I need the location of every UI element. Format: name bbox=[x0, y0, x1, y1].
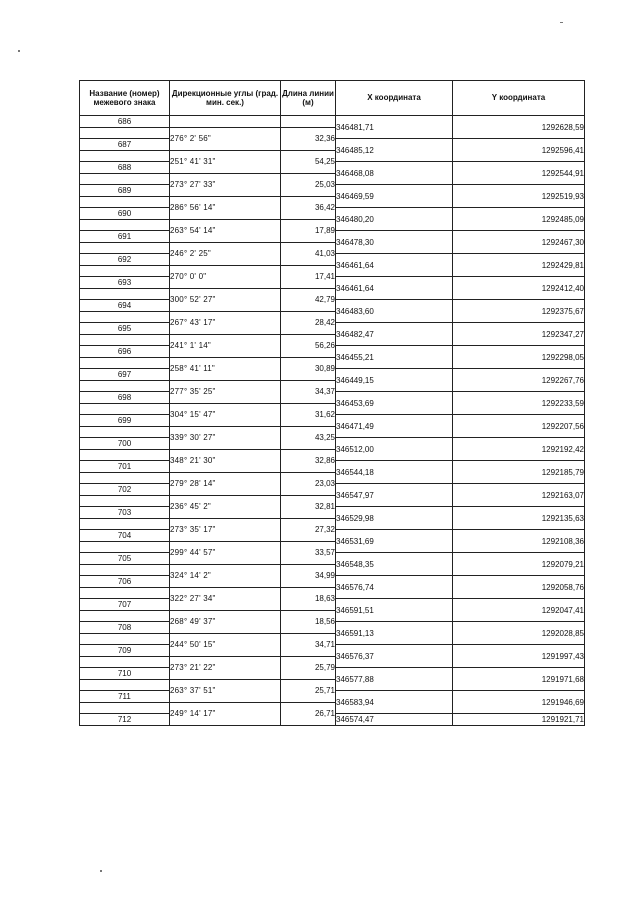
mark-name-cell: 697 bbox=[80, 369, 170, 381]
mark-name-cell: 702 bbox=[80, 484, 170, 496]
x-coordinate-cell: 346482,47 bbox=[336, 323, 453, 346]
line-length-cell: 17,41 bbox=[281, 265, 336, 288]
x-coordinate-cell: 346478,30 bbox=[336, 231, 453, 254]
x-coordinate-cell: 346544,18 bbox=[336, 461, 453, 484]
table-body bbox=[80, 116, 585, 726]
angle-spacer bbox=[170, 116, 281, 128]
y-coordinate-cell: 1292412,40 bbox=[453, 277, 585, 300]
line-length-cell: 28,42 bbox=[281, 311, 336, 334]
mark-name-cell: 696 bbox=[80, 346, 170, 358]
line-length-cell: 30,89 bbox=[281, 357, 336, 380]
y-coordinate-cell: 1292185,79 bbox=[453, 461, 585, 484]
directional-angle-cell: 339° 30' 27" bbox=[170, 426, 281, 449]
x-coordinate-cell: 346485,12 bbox=[336, 139, 453, 162]
line-length-cell: 26,71 bbox=[281, 702, 336, 725]
table-row bbox=[80, 116, 585, 128]
line-length-cell: 32,36 bbox=[281, 127, 336, 150]
boundary-marks-table bbox=[79, 80, 585, 726]
line-length-cell: 32,81 bbox=[281, 495, 336, 518]
y-coordinate-cell: 1291997,43 bbox=[453, 645, 585, 668]
x-coordinate-cell: 346461,64 bbox=[336, 277, 453, 300]
line-length-cell: 18,63 bbox=[281, 587, 336, 610]
mark-name-cell: 712 bbox=[80, 714, 170, 726]
mark-name-spacer bbox=[80, 403, 170, 415]
mark-name-spacer bbox=[80, 265, 170, 277]
x-coordinate-cell: 346576,74 bbox=[336, 576, 453, 599]
directional-angle-cell: 268° 49' 37" bbox=[170, 610, 281, 633]
line-length-cell: 32,86 bbox=[281, 449, 336, 472]
directional-angle-cell: 263° 54' 14" bbox=[170, 219, 281, 242]
mark-name-cell: 689 bbox=[80, 185, 170, 197]
header-y-coordinate: Y координата bbox=[453, 81, 585, 116]
line-length-cell: 43,25 bbox=[281, 426, 336, 449]
mark-name-cell: 701 bbox=[80, 461, 170, 473]
directional-angle-cell: 236° 45' 2" bbox=[170, 495, 281, 518]
header-mark-name: Название (номер) межевого знака bbox=[80, 81, 170, 116]
header-line-length: Длина линии (м) bbox=[281, 81, 336, 116]
directional-angle-cell: 244° 50' 15" bbox=[170, 633, 281, 656]
directional-angle-cell: 286° 56' 14" bbox=[170, 196, 281, 219]
directional-angle-cell: 273° 35' 17" bbox=[170, 518, 281, 541]
directional-angle-cell: 267° 43' 17" bbox=[170, 311, 281, 334]
mark-name-cell: 691 bbox=[80, 231, 170, 243]
mark-name-spacer bbox=[80, 311, 170, 323]
header-directional-angles: Дирекционные углы (град. мин. сек.) bbox=[170, 81, 281, 116]
mark-name-spacer bbox=[80, 541, 170, 553]
directional-angle-cell: 273° 27' 33" bbox=[170, 173, 281, 196]
directional-angle-cell: 299° 44' 57" bbox=[170, 541, 281, 564]
line-length-cell: 33,57 bbox=[281, 541, 336, 564]
x-coordinate-cell: 346483,60 bbox=[336, 300, 453, 323]
line-length-cell: 25,03 bbox=[281, 173, 336, 196]
directional-angle-cell: 304° 15' 47" bbox=[170, 403, 281, 426]
mark-name-spacer bbox=[80, 495, 170, 507]
x-coordinate-cell: 346481,71 bbox=[336, 116, 453, 139]
mark-name-spacer bbox=[80, 449, 170, 461]
mark-name-cell: 708 bbox=[80, 622, 170, 634]
mark-name-cell: 710 bbox=[80, 668, 170, 680]
mark-name-spacer bbox=[80, 242, 170, 254]
mark-name-spacer bbox=[80, 702, 170, 714]
y-coordinate-cell: 1292429,81 bbox=[453, 254, 585, 277]
directional-angle-cell: 258° 41' 11" bbox=[170, 357, 281, 380]
mark-name-spacer bbox=[80, 679, 170, 691]
directional-angle-cell: 273° 21' 22" bbox=[170, 656, 281, 679]
y-coordinate-cell: 1292628,59 bbox=[453, 116, 585, 139]
mark-name-cell: 690 bbox=[80, 208, 170, 220]
line-length-cell: 34,71 bbox=[281, 633, 336, 656]
x-coordinate-cell: 346480,20 bbox=[336, 208, 453, 231]
x-coordinate-cell: 346512,00 bbox=[336, 438, 453, 461]
y-coordinate-cell: 1292079,21 bbox=[453, 553, 585, 576]
line-length-cell: 36,42 bbox=[281, 196, 336, 219]
mark-name-spacer bbox=[80, 426, 170, 438]
mark-name-cell: 700 bbox=[80, 438, 170, 450]
mark-name-cell: 707 bbox=[80, 599, 170, 611]
y-coordinate-cell: 1292108,36 bbox=[453, 530, 585, 553]
mark-name-spacer bbox=[80, 610, 170, 622]
header-x-coordinate: X координата bbox=[336, 81, 453, 116]
y-coordinate-cell: 1292519,93 bbox=[453, 185, 585, 208]
y-coordinate-cell: 1292347,27 bbox=[453, 323, 585, 346]
mark-name-spacer bbox=[80, 127, 170, 139]
y-coordinate-cell: 1292298,05 bbox=[453, 346, 585, 369]
mark-name-cell: 688 bbox=[80, 162, 170, 174]
x-coordinate-cell: 346529,98 bbox=[336, 507, 453, 530]
directional-angle-cell: 324° 14' 2" bbox=[170, 564, 281, 587]
line-length-cell: 41,03 bbox=[281, 242, 336, 265]
x-coordinate-cell: 346461,64 bbox=[336, 254, 453, 277]
y-coordinate-cell: 1292135,63 bbox=[453, 507, 585, 530]
scan-speck bbox=[18, 50, 20, 52]
mark-name-spacer bbox=[80, 219, 170, 231]
mark-name-cell: 687 bbox=[80, 139, 170, 151]
x-coordinate-cell: 346468,08 bbox=[336, 162, 453, 185]
line-length-cell: 54,25 bbox=[281, 150, 336, 173]
mark-name-spacer bbox=[80, 357, 170, 369]
mark-name-spacer bbox=[80, 587, 170, 599]
directional-angle-cell: 322° 27' 34" bbox=[170, 587, 281, 610]
directional-angle-cell: 279° 28' 14" bbox=[170, 472, 281, 495]
mark-name-spacer bbox=[80, 564, 170, 576]
y-coordinate-cell: 1292058,76 bbox=[453, 576, 585, 599]
y-coordinate-cell: 1292028,85 bbox=[453, 622, 585, 645]
y-coordinate-cell: 1292192,42 bbox=[453, 438, 585, 461]
x-coordinate-cell: 346531,69 bbox=[336, 530, 453, 553]
y-coordinate-cell: 1292163,07 bbox=[453, 484, 585, 507]
y-coordinate-cell: 1292207,56 bbox=[453, 415, 585, 438]
x-coordinate-cell: 346455,21 bbox=[336, 346, 453, 369]
x-coordinate-cell: 346449,15 bbox=[336, 369, 453, 392]
y-coordinate-cell: 1292544,91 bbox=[453, 162, 585, 185]
x-coordinate-cell: 346574,47 bbox=[336, 714, 453, 726]
line-length-cell: 25,79 bbox=[281, 656, 336, 679]
mark-name-spacer bbox=[80, 288, 170, 300]
mark-name-cell: 693 bbox=[80, 277, 170, 289]
mark-name-cell: 694 bbox=[80, 300, 170, 312]
mark-name-spacer bbox=[80, 380, 170, 392]
line-length-cell: 42,79 bbox=[281, 288, 336, 311]
y-coordinate-cell: 1292375,67 bbox=[453, 300, 585, 323]
x-coordinate-cell: 346547,97 bbox=[336, 484, 453, 507]
line-length-cell: 27,32 bbox=[281, 518, 336, 541]
x-coordinate-cell: 346548,35 bbox=[336, 553, 453, 576]
mark-name-cell: 709 bbox=[80, 645, 170, 657]
mark-name-spacer bbox=[80, 334, 170, 346]
mark-name-cell: 711 bbox=[80, 691, 170, 703]
table-header-row bbox=[80, 81, 585, 116]
x-coordinate-cell: 346453,69 bbox=[336, 392, 453, 415]
mark-name-cell: 704 bbox=[80, 530, 170, 542]
length-spacer bbox=[281, 116, 336, 128]
mark-name-spacer bbox=[80, 633, 170, 645]
mark-name-cell: 705 bbox=[80, 553, 170, 565]
directional-angle-cell: 276° 2' 56" bbox=[170, 127, 281, 150]
mark-name-spacer bbox=[80, 173, 170, 185]
line-length-cell: 56,26 bbox=[281, 334, 336, 357]
line-length-cell: 23,03 bbox=[281, 472, 336, 495]
mark-name-spacer bbox=[80, 518, 170, 530]
y-coordinate-cell: 1292233,59 bbox=[453, 392, 585, 415]
y-coordinate-cell: 1292267,76 bbox=[453, 369, 585, 392]
x-coordinate-cell: 346471,49 bbox=[336, 415, 453, 438]
y-coordinate-cell: 1291946,69 bbox=[453, 691, 585, 714]
scan-speck bbox=[100, 870, 102, 872]
line-length-cell: 34,99 bbox=[281, 564, 336, 587]
x-coordinate-cell: 346583,94 bbox=[336, 691, 453, 714]
y-coordinate-cell: 1291971,68 bbox=[453, 668, 585, 691]
directional-angle-cell: 241° 1' 14" bbox=[170, 334, 281, 357]
mark-name-cell: 698 bbox=[80, 392, 170, 404]
directional-angle-cell: 263° 37' 51" bbox=[170, 679, 281, 702]
x-coordinate-cell: 346576,37 bbox=[336, 645, 453, 668]
mark-name-cell: 692 bbox=[80, 254, 170, 266]
directional-angle-cell: 300° 52' 27" bbox=[170, 288, 281, 311]
mark-name-spacer bbox=[80, 656, 170, 668]
mark-name-cell: 686 bbox=[80, 116, 170, 128]
line-length-cell: 18,56 bbox=[281, 610, 336, 633]
y-coordinate-cell: 1291921,71 bbox=[453, 714, 585, 726]
x-coordinate-cell: 346577,88 bbox=[336, 668, 453, 691]
line-length-cell: 25,71 bbox=[281, 679, 336, 702]
directional-angle-cell: 251° 41' 31" bbox=[170, 150, 281, 173]
directional-angle-cell: 249° 14' 17" bbox=[170, 702, 281, 725]
y-coordinate-cell: 1292485,09 bbox=[453, 208, 585, 231]
y-coordinate-cell: 1292047,41 bbox=[453, 599, 585, 622]
y-coordinate-cell: 1292467,30 bbox=[453, 231, 585, 254]
mark-name-spacer bbox=[80, 196, 170, 208]
line-length-cell: 17,89 bbox=[281, 219, 336, 242]
scan-speck bbox=[560, 22, 563, 23]
mark-name-spacer bbox=[80, 472, 170, 484]
mark-name-spacer bbox=[80, 150, 170, 162]
y-coordinate-cell: 1292596,41 bbox=[453, 139, 585, 162]
mark-name-cell: 703 bbox=[80, 507, 170, 519]
x-coordinate-cell: 346591,51 bbox=[336, 599, 453, 622]
mark-name-cell: 706 bbox=[80, 576, 170, 588]
line-length-cell: 31,62 bbox=[281, 403, 336, 426]
directional-angle-cell: 270° 0' 0" bbox=[170, 265, 281, 288]
directional-angle-cell: 348° 21' 30" bbox=[170, 449, 281, 472]
mark-name-cell: 699 bbox=[80, 415, 170, 427]
mark-name-cell: 695 bbox=[80, 323, 170, 335]
x-coordinate-cell: 346591,13 bbox=[336, 622, 453, 645]
directional-angle-cell: 246° 2' 25" bbox=[170, 242, 281, 265]
line-length-cell: 34,37 bbox=[281, 380, 336, 403]
directional-angle-cell: 277° 35' 25" bbox=[170, 380, 281, 403]
x-coordinate-cell: 346469,59 bbox=[336, 185, 453, 208]
